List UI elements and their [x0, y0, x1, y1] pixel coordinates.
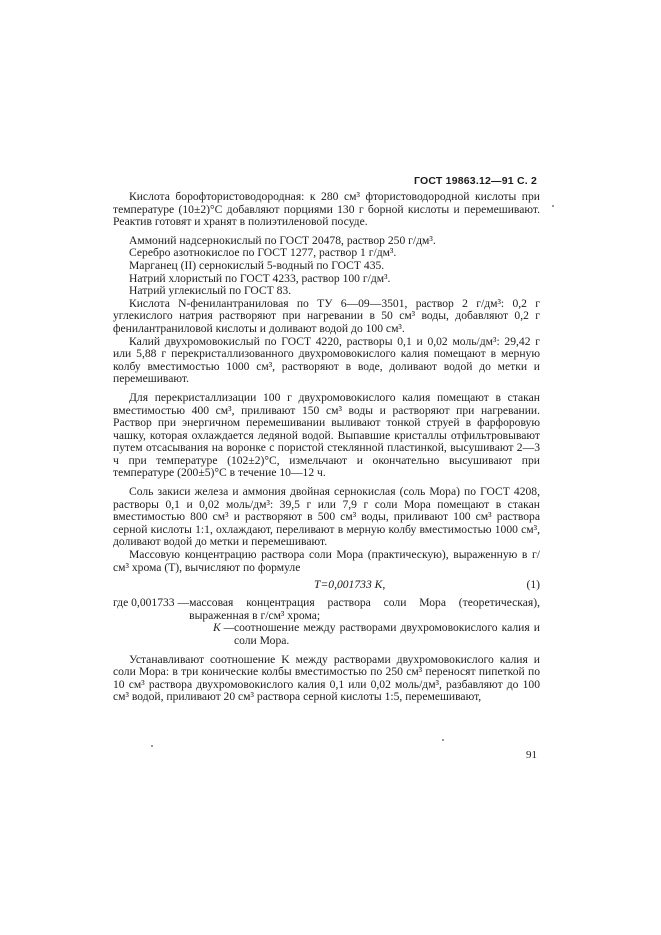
formula-1 — [113, 579, 540, 595]
legend-lead: где 0,001733 — — [113, 596, 190, 610]
paragraph-ammonium-persulfate: Аммоний надсернокислый по ГОСТ 20478, раствор 250 г/дм³. — [129, 233, 436, 247]
page-header: ГОСТ 19863.12—91 С. 2 — [414, 175, 537, 187]
scan-speck — [552, 205, 554, 207]
legend-term-constant: массовая концентрация раствора соли Мора (теоретическая), выраженная в г/см³ хрома; — [189, 596, 540, 622]
paragraph-ratio-determination: Устанавливают соотношение K между растворами двухромовокислого калия и соли Мора: в три конические колбы вместимостью по 250 см³ переносят пипеткой по 10 см³ раствора двухромовокислого калия 0,1 или 0,02 моль/дм³, разбавляют до 100 см³ водой, приливают 20 см³ раствора серной кислоты 1:5, перемешивают, — [113, 652, 540, 704]
paragraph-potassium-dichromate: Калий двухромовокислый по ГОСТ 4220, растворы 0,1 и 0,02 моль/дм³: 29,42 г или 5,88 г перекристаллизованного двухромовокислого калия помещают в мерную колбу вместимостью 1000 см³, растворяют в воде, доливают водой до метки и перемешивают. — [113, 334, 540, 386]
paragraph-silver-nitrate: Серебро азотнокислое по ГОСТ 1277, раствор 1 г/дм³. — [129, 246, 397, 260]
paragraph-manganese-sulfate: Марганец (II) сернокислый 5-водный по ГОСТ 435. — [129, 258, 385, 272]
paragraph-recrystallization: Для перекристаллизации 100 г двухромовокислого калия помещают в стакан вместимостью 400 см³, приливают 150 см³ воды и растворяют при нагревании. Раствор при энергичном перемешивании выливают тонкой струей в фарфоровую чашку, которая охлаждается ледяной водой. Выпавшие кристаллы отфильтровывают путем отсасывания на воронке с пористой стеклянной пластинкой, высушивают 2—3 ч при температуре (102±2)°С, измельчают и окончательно высушивают при температуре (200±5)°С в течение 10—12 ч. — [113, 390, 540, 480]
paragraph-sodium-carbonate: Натрий углекислый по ГОСТ 83. — [129, 284, 292, 298]
paragraph-fluoroboric-acid: Кислота борофтористоводородная: к 280 см³ фтористоводородной кислоты при температуре (10±2)°С добавляют порциями 130 г борной кислоты и перемешивают. Реактив готовят и хранят в полиэтиленовой посуде. — [113, 190, 540, 229]
legend-lead-k: K — — [213, 621, 234, 635]
paragraph-sodium-chloride: Натрий хлористый по ГОСТ 4233, раствор 100 г/дм³. — [129, 271, 391, 285]
scan-speck — [442, 739, 444, 741]
formula-expression: T=0,001733 K, — [314, 578, 386, 592]
paragraph-mass-concentration: Массовую концентрацию раствора соли Мора (практическую), выраженную в г/см³ хрома (T), вычисляют по формуле — [113, 548, 540, 574]
document-body — [113, 191, 540, 704]
legend-term-k: соотношение между растворами двухромовокислого калия и соли Мора. — [233, 621, 540, 647]
formula-number: (1) — [526, 578, 540, 592]
paragraph-mohr-salt: Соль закиси железа и аммония двойная сернокислая (соль Мора) по ГОСТ 4208, растворы 0,1 и 0,02 моль/дм³: 39,5 г или 7,9 г соли Мора помещают в стакан вместимостью 800 см³ и растворяют в 500 см³ воды, приливают 100 см³ раствора серной кислоты 1:1, охлаждают, переливают в мерную колбу вместимостью 1000 см³, доливают водой до метки и перемешивают. — [113, 485, 540, 549]
formula-legend — [113, 597, 540, 647]
scan-speck — [151, 745, 153, 747]
page-number: 91 — [526, 749, 537, 761]
paragraph-phenylanthranilic-acid: Кислота N-фенилантраниловая по ТУ 6—09—3501, раствор 2 г/дм³: 0,2 г углекислого натрия растворяют при нагревании в 50 см³ воды, добавляют 0,2 г фенилантраниловой кислоты и доливают водой до 100 см³. — [113, 296, 540, 335]
